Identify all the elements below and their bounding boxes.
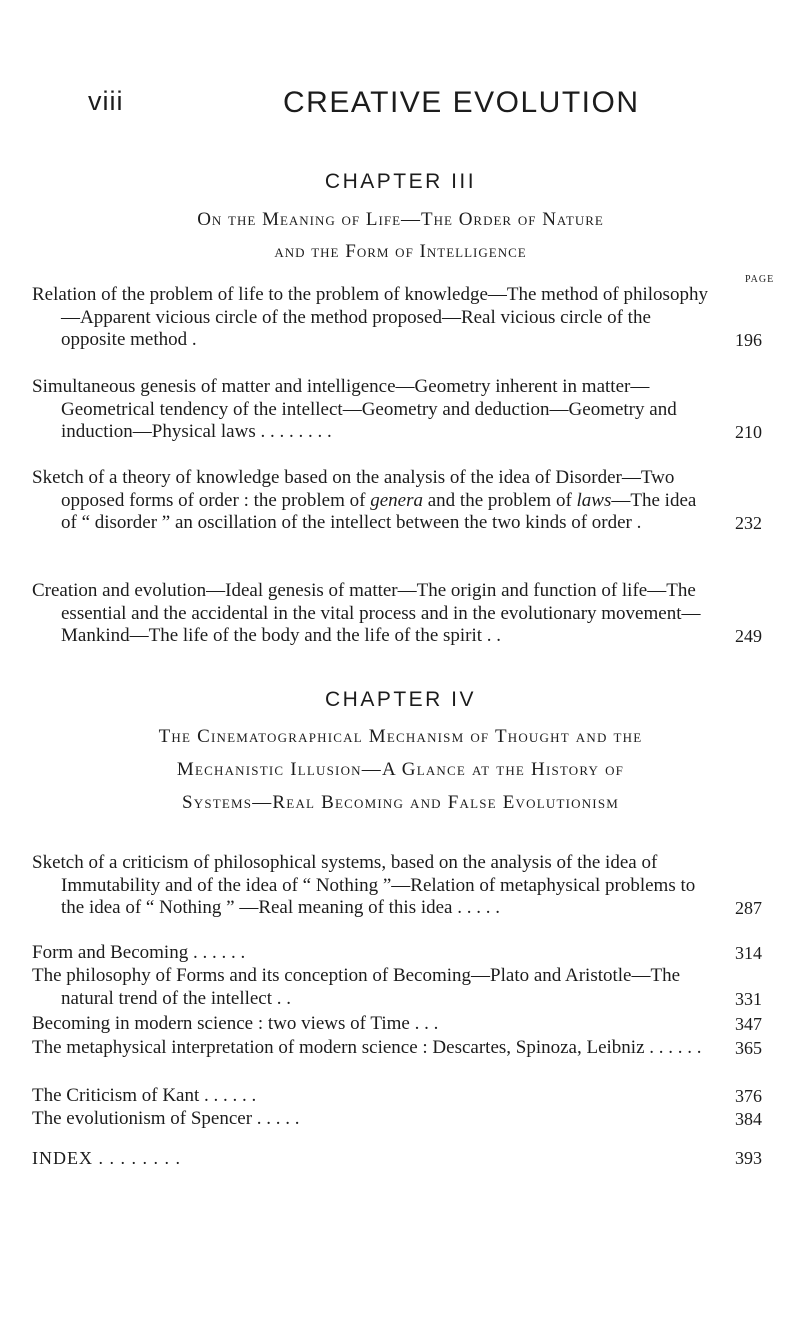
index-entry: [32, 1148, 762, 1169]
toc-entry-page: 365: [735, 1038, 762, 1058]
running-title: CREATIVE EVOLUTION: [283, 86, 640, 119]
chapter-4-subtitle-line-3: Systems—Real Becoming and False Evolutionism: [181, 792, 620, 813]
toc-entry-text: Becoming in modern science : two views of Time . . .: [32, 1013, 439, 1034]
chapter-3-subtitle-line-2: and the Form of Intelligence: [274, 241, 527, 262]
toc-entry: [32, 467, 762, 535]
genera-italic: genera: [370, 489, 423, 511]
toc-entry-page: 347: [735, 1014, 762, 1034]
toc-entry-page: 287: [735, 898, 762, 918]
chapter-4-subtitle-line-1: The Cinematographical Mechanism of Thought and the: [158, 726, 643, 747]
toc-entry-page: 232: [735, 513, 762, 533]
chapter-4-heading: CHAPTER IV: [324, 688, 477, 711]
toc-entry: [32, 942, 762, 965]
toc-entry-text: Creation and evolution—Ideal genesis of matter—The origin and function of life—The essential and the accidental in the vital process and in the evolutionary movement—Mankind—The life of the body and the life of the spirit . .: [32, 580, 701, 646]
chapter-3-heading: CHAPTER III: [324, 170, 477, 193]
toc-entry: [32, 376, 762, 444]
laws-italic: laws: [576, 489, 612, 511]
page-number: viii: [88, 86, 124, 116]
toc-entry-text: The metaphysical interpretation of modern science : Descartes, Spinoza, Leibniz . . . . . .: [32, 1037, 702, 1058]
running-header: [0, 86, 801, 126]
toc-entry-page: 331: [735, 988, 762, 1009]
toc-entry-page: 384: [735, 1109, 762, 1129]
toc-entry-text: Relation of the problem of life to the problem of knowledge—The method of philosophy—Apparent vicious circle of the method proposed—Real vicious circle of the opposite method .: [32, 284, 708, 350]
chapter-3-subtitle-line-1: On the Meaning of Life—The Order of Nature: [197, 209, 604, 230]
toc-entry-page: 196: [735, 330, 762, 350]
toc-entry: [32, 852, 762, 920]
toc-entry-page: 249: [735, 626, 762, 646]
page-column-label: PAGE: [745, 274, 775, 285]
toc-entry-text: The evolutionism of Spencer . . . . .: [32, 1108, 300, 1129]
chapter-4-subtitle-line-2: Mechanistic Illusion—A Glance at the History of: [176, 759, 625, 780]
toc-entry-text: Form and Becoming . . . . . .: [32, 942, 246, 963]
index-label: INDEX . . . . . . . .: [32, 1148, 181, 1168]
toc-entry: [32, 284, 762, 352]
toc-entry: [32, 1085, 762, 1108]
toc-entry-page: 314: [735, 943, 762, 963]
toc-entry-page: 210: [735, 422, 762, 442]
toc-entry: [32, 965, 762, 1010]
toc-entry: [32, 1013, 762, 1036]
index-page: 393: [735, 1148, 762, 1168]
toc-entry-page: 376: [735, 1086, 762, 1106]
toc-entry-text: Sketch of a criticism of philosophical systems, based on the analysis of the idea of Immutability and of the idea of “ Nothing ”—Relation of metaphysical problems to the idea of “ Nothing ” —Real meaning of this idea . . . . .: [32, 852, 696, 918]
toc-entry-text: Simultaneous genesis of matter and intelligence—Geometry inherent in matter—Geometrical tendency of the intellect—Geometry and deduction—Geometry and induction—Physical laws . . . . . . . .: [32, 376, 677, 442]
toc-entry: [32, 1108, 762, 1131]
toc-entry: [32, 1037, 762, 1060]
toc-entry-text: Sketch of a theory of knowledge based on the analysis of the idea of Disorder—Two opposed forms of order : the problem of genera and the problem of laws—The idea of “ disorder ” an oscillation of the intellect between the two kinds of order .: [32, 467, 697, 533]
toc-entry-text: The philosophy of Forms and its conception of Becoming—Plato and Aristotle—The natural trend of the intellect . .: [32, 965, 681, 1009]
toc-entry: [32, 580, 762, 648]
toc-entry-text: The Criticism of Kant . . . . . .: [32, 1085, 257, 1106]
